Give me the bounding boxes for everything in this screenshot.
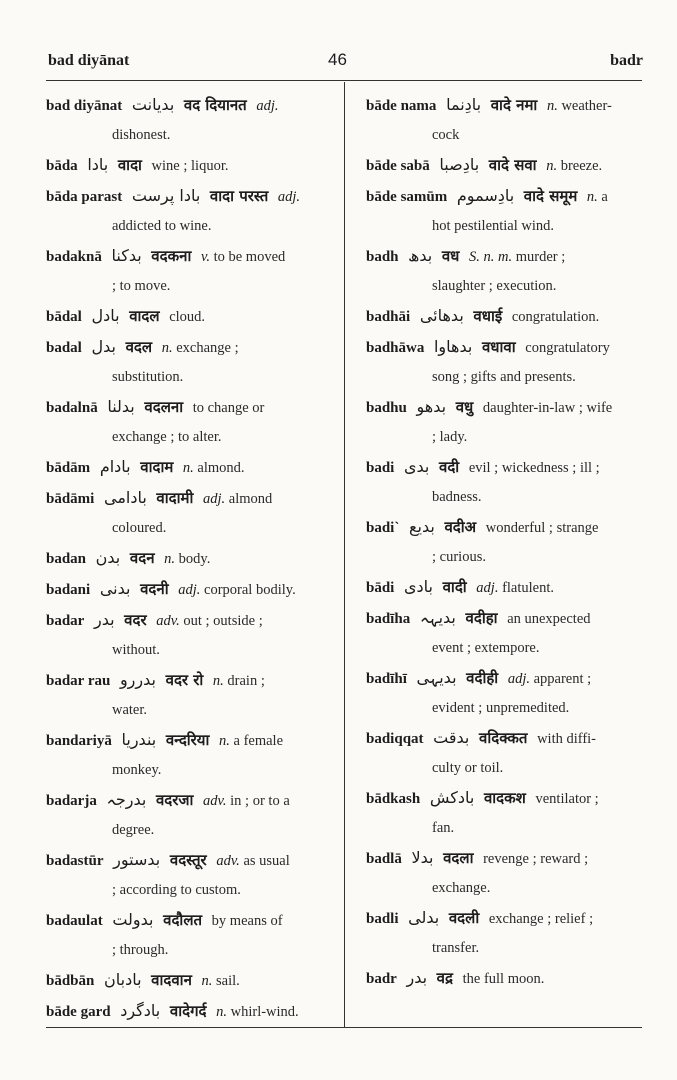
headword: badh: [366, 249, 399, 265]
headword: bāde gard: [46, 1004, 111, 1020]
urdu-script: بدھاوا: [433, 337, 473, 356]
entry-first-line: [46, 483, 338, 514]
dictionary-entry: [46, 605, 338, 665]
gloss-continuation: ; lady.: [432, 429, 468, 445]
devanagari-script: वद दियानत: [183, 96, 247, 114]
gloss: wonderful ; strange: [485, 520, 599, 536]
devanagari-script: वधावा: [481, 338, 516, 356]
urdu-script: بدنی: [99, 579, 131, 598]
urdu-script: بدیانت: [131, 95, 175, 114]
urdu-script: بادِنما: [446, 95, 482, 114]
headword: badlā: [366, 851, 402, 867]
urdu-script: بدرجہ: [106, 790, 147, 809]
part-of-speech: n.: [212, 673, 224, 689]
gloss: drain ;: [227, 673, 265, 689]
gloss-continuation: addicted to wine.: [112, 218, 212, 234]
entry-first-line: [46, 241, 338, 272]
gloss: apparent ;: [533, 671, 592, 687]
headword: badhāi: [366, 309, 411, 325]
urdu-script: بدیع: [408, 517, 435, 536]
headword: badīha: [366, 611, 411, 627]
gloss: a female: [233, 733, 284, 749]
dictionary-entry: [46, 665, 338, 725]
headword: badar: [46, 613, 85, 629]
gloss: in ; or to a: [230, 793, 290, 809]
right-column: [366, 90, 656, 994]
urdu-script: بدن: [95, 548, 121, 567]
gloss: exchange ;: [176, 340, 239, 356]
headword: badal: [46, 340, 82, 356]
headword: badan: [46, 551, 87, 567]
dictionary-entry: [366, 301, 656, 332]
devanagari-script: वदिक्कत: [479, 729, 528, 747]
entry-first-line: [46, 665, 338, 696]
urdu-script: بادبان: [104, 970, 142, 989]
headword: badastūr: [46, 853, 104, 869]
entry-first-line: [366, 301, 656, 332]
part-of-speech: adv.: [156, 613, 180, 629]
devanagari-script: वादकश: [483, 789, 526, 807]
gloss-continuation: transfer.: [432, 940, 480, 956]
devanagari-script: वदौलत: [163, 911, 203, 929]
entry-first-line: [46, 543, 338, 574]
part-of-speech: adj.: [256, 98, 279, 114]
urdu-script: بدی: [403, 457, 430, 476]
dictionary-entry: [366, 663, 656, 723]
gloss: cloud.: [169, 309, 206, 325]
headword: bāde nama: [366, 98, 437, 114]
dictionary-entry: [366, 241, 656, 301]
entry-first-line: [46, 90, 338, 121]
entry-first-line: [46, 845, 338, 876]
devanagari-script: वादाम: [140, 458, 174, 476]
part-of-speech: adv.: [203, 793, 227, 809]
dictionary-entry: [46, 90, 338, 150]
urdu-script: بدھ: [408, 246, 433, 265]
devanagari-script: वधु: [455, 398, 474, 416]
column-divider: [344, 82, 345, 1027]
dictionary-entry: [366, 512, 656, 572]
headword: badhāwa: [366, 340, 425, 356]
header-last-word: badr: [610, 52, 643, 69]
entry-first-line: [366, 512, 656, 543]
urdu-script: بدیہہ: [419, 608, 456, 627]
gloss: body.: [178, 551, 211, 567]
gloss-continuation: hot pestilential wind.: [432, 218, 555, 234]
headword: badiqqat: [366, 731, 424, 747]
part-of-speech: adj.: [476, 580, 499, 596]
devanagari-script: वद्र: [436, 969, 453, 987]
headword: badaulat: [46, 913, 103, 929]
gloss-continuation: without.: [112, 642, 160, 658]
part-of-speech: adj.: [277, 189, 301, 205]
gloss: congratulation.: [511, 309, 600, 325]
dictionary-entry: [46, 150, 338, 181]
dictionary-entry: [46, 785, 338, 845]
dictionary-entry: [366, 783, 656, 843]
gloss: by means of: [211, 913, 283, 929]
urdu-script: بادگرد: [120, 1001, 161, 1020]
headword: badīhī: [366, 671, 407, 687]
devanagari-script: वदकना: [151, 247, 192, 265]
devanagari-script: वदीहा: [465, 609, 498, 627]
gloss: to be moved: [213, 249, 286, 265]
devanagari-script: वादे समूम: [523, 187, 578, 205]
devanagari-script: वध: [441, 247, 460, 265]
top-rule: [46, 80, 642, 81]
entry-first-line: [46, 725, 338, 756]
entry-first-line: [46, 452, 338, 483]
dictionary-entry: [366, 150, 656, 181]
urdu-script: بدولت: [112, 910, 154, 929]
dictionary-entry: [46, 845, 338, 905]
gloss: out ; outside ;: [183, 613, 263, 629]
headword: badar rau: [46, 673, 111, 689]
gloss: sail.: [216, 973, 240, 989]
gloss-continuation: event ; extempore.: [432, 640, 540, 656]
gloss: weather-: [561, 98, 612, 114]
gloss-continuation: water.: [112, 702, 148, 718]
gloss-continuation: evident ; unpremedited.: [432, 700, 570, 716]
headword: bad diyānat: [46, 98, 123, 114]
part-of-speech: n.: [182, 460, 194, 476]
entry-first-line: [366, 150, 656, 181]
gloss-continuation: ; according to custom.: [112, 882, 241, 898]
gloss: wine ; liquor.: [151, 158, 229, 174]
entry-first-line: [366, 903, 656, 934]
gloss: with diffi-: [537, 731, 597, 747]
part-of-speech: v.: [200, 249, 210, 265]
gloss: the full moon.: [462, 971, 545, 987]
devanagari-script: वदल: [125, 338, 153, 356]
devanagari-script: वादा: [117, 156, 142, 174]
urdu-script: بدھائی: [419, 306, 464, 325]
gloss: revenge ; reward ;: [483, 851, 589, 867]
dictionary-entry: [46, 996, 338, 1027]
urdu-script: بدیہی: [416, 668, 457, 687]
entry-first-line: [366, 723, 656, 754]
headword: bandariyā: [46, 733, 112, 749]
gloss-continuation: culty or toil.: [432, 760, 504, 776]
urdu-script: بدلا: [411, 848, 434, 867]
entry-first-line: [366, 603, 656, 634]
devanagari-script: वादे सवा: [488, 156, 537, 174]
headword: bādi: [366, 580, 395, 596]
gloss: almond: [228, 491, 273, 507]
entry-first-line: [46, 905, 338, 936]
devanagari-script: वदरजा: [155, 791, 194, 809]
urdu-script: بادِصبا: [439, 155, 480, 174]
dictionary-entry: [366, 963, 656, 994]
gloss-continuation: exchange ; to alter.: [112, 429, 222, 445]
devanagari-script: वादे नमा: [490, 96, 538, 114]
gloss: evil ; wickedness ; ill ;: [468, 460, 600, 476]
devanagari-script: वादा परस्त: [209, 187, 269, 205]
entry-first-line: [46, 785, 338, 816]
dictionary-entry: [366, 903, 656, 963]
devanagari-script: वदर रो: [165, 671, 204, 689]
urdu-script: بادِسموم: [456, 186, 515, 205]
entry-first-line: [366, 572, 656, 603]
dictionary-entry: [366, 181, 656, 241]
gloss: breeze.: [560, 158, 603, 174]
part-of-speech: adv.: [216, 853, 240, 869]
gloss: flatulent.: [502, 580, 555, 596]
dictionary-entry: [366, 603, 656, 663]
gloss-continuation: degree.: [112, 822, 155, 838]
headword: bādbān: [46, 973, 95, 989]
devanagari-script: वदर: [124, 611, 147, 629]
dictionary-entry: [366, 572, 656, 603]
urdu-script: بادی: [403, 577, 433, 596]
devanagari-script: वदली: [448, 909, 480, 927]
dictionary-entry: [366, 843, 656, 903]
dictionary-entry: [46, 332, 338, 392]
headword: bāde samūm: [366, 189, 448, 205]
gloss-continuation: badness.: [432, 489, 482, 505]
urdu-script: بدررو: [119, 670, 156, 689]
part-of-speech: n.: [546, 158, 558, 174]
entry-first-line: [46, 301, 338, 332]
entry-first-line: [366, 181, 656, 212]
dictionary-entry: [366, 392, 656, 452]
dictionary-entry: [46, 452, 338, 483]
entry-first-line: [46, 332, 338, 363]
devanagari-script: वदी: [438, 458, 460, 476]
headword: bādāmi: [46, 491, 95, 507]
headword: bādal: [46, 309, 82, 325]
entry-first-line: [46, 150, 338, 181]
page-header: [0, 52, 677, 76]
headword: bādkash: [366, 791, 421, 807]
part-of-speech: adj.: [507, 671, 530, 687]
gloss-continuation: ; through.: [112, 942, 169, 958]
page-number: 46: [328, 50, 347, 69]
devanagari-script: वदस्तूर: [169, 851, 207, 869]
gloss: almond.: [197, 460, 245, 476]
part-of-speech: n.: [201, 973, 213, 989]
part-of-speech: n.: [546, 98, 558, 114]
part-of-speech: S. n. m.: [469, 249, 513, 265]
headword: bādām: [46, 460, 91, 476]
part-of-speech: adj.: [178, 582, 201, 598]
entry-first-line: [366, 392, 656, 423]
devanagari-script: वादी: [442, 578, 467, 596]
gloss: daughter-in-law ; wife: [482, 400, 613, 416]
headword: badaknā: [46, 249, 102, 265]
gloss: a: [601, 189, 608, 205]
devanagari-script: वदलना: [144, 398, 184, 416]
gloss: murder ;: [515, 249, 566, 265]
dictionary-entry: [46, 574, 338, 605]
gloss-continuation: ; curious.: [432, 549, 486, 565]
part-of-speech: adj.: [202, 491, 226, 507]
entry-first-line: [366, 963, 656, 994]
entry-first-line: [366, 332, 656, 363]
dictionary-entry: [366, 332, 656, 392]
header-first-word: bad diyānat: [48, 52, 130, 69]
dictionary-entry: [46, 543, 338, 574]
gloss-continuation: monkey.: [112, 762, 162, 778]
devanagari-script: वदन: [129, 549, 155, 567]
headword: bāda parast: [46, 189, 123, 205]
entry-first-line: [46, 605, 338, 636]
part-of-speech: n.: [216, 1004, 227, 1020]
urdu-script: بدر: [93, 610, 115, 629]
gloss: whirl-wind.: [230, 1004, 299, 1020]
urdu-script: بندریا: [121, 730, 157, 749]
dictionary-entry: [46, 965, 338, 996]
entry-first-line: [366, 783, 656, 814]
part-of-speech: n.: [164, 551, 176, 567]
devanagari-script: वादामी: [156, 489, 194, 507]
entry-first-line: [366, 452, 656, 483]
devanagari-script: वदला: [443, 849, 474, 867]
gloss-continuation: slaughter ; execution.: [432, 278, 557, 294]
entry-first-line: [366, 663, 656, 694]
headword: bāda: [46, 158, 78, 174]
urdu-script: بدکنا: [111, 246, 142, 265]
part-of-speech: n.: [586, 189, 598, 205]
gloss-continuation: song ; gifts and presents.: [432, 369, 576, 385]
entry-first-line: [46, 965, 338, 996]
urdu-script: بادام: [99, 457, 131, 476]
entry-first-line: [46, 996, 338, 1027]
urdu-script: بدھو: [416, 397, 447, 416]
dictionary-entry: [366, 90, 656, 150]
dictionary-entry: [46, 181, 338, 241]
dictionary-entry: [366, 723, 656, 783]
devanagari-script: वदनी: [140, 580, 169, 598]
urdu-script: بادا: [87, 155, 109, 174]
entry-first-line: [46, 392, 338, 423]
part-of-speech: n.: [161, 340, 173, 356]
devanagari-script: वादल: [129, 307, 160, 325]
headword: badhu: [366, 400, 407, 416]
urdu-script: بادل: [91, 306, 120, 325]
entry-first-line: [366, 241, 656, 272]
left-column: [46, 90, 338, 1027]
dictionary-entry: [46, 725, 338, 785]
gloss-continuation: cock: [432, 127, 460, 143]
gloss: an unexpected: [507, 611, 591, 627]
dictionary-entry: [366, 452, 656, 512]
headword: badi: [366, 460, 395, 476]
urdu-script: بدقت: [433, 728, 470, 747]
headword: badani: [46, 582, 91, 598]
gloss: congratulatory: [525, 340, 610, 356]
headword: badalnā: [46, 400, 98, 416]
headword: badarja: [46, 793, 97, 809]
urdu-script: بدل: [91, 337, 116, 356]
dictionary-entry: [46, 905, 338, 965]
devanagari-script: वन्दरिया: [165, 731, 210, 749]
dictionary-entry: [46, 392, 338, 452]
urdu-script: بادامی: [103, 488, 147, 507]
gloss: corporal bodily.: [204, 582, 296, 598]
dictionary-entry: [46, 241, 338, 301]
headword: bāde sabā: [366, 158, 430, 174]
headword: badr: [366, 971, 397, 987]
urdu-script: بدر: [406, 968, 428, 987]
gloss: as usual: [243, 853, 290, 869]
entry-first-line: [366, 90, 656, 121]
part-of-speech: n.: [219, 733, 230, 749]
devanagari-script: वदीअ: [444, 518, 477, 536]
headword: badli: [366, 911, 399, 927]
gloss-continuation: substitution.: [112, 369, 184, 385]
entry-first-line: [46, 574, 338, 605]
urdu-script: بدستور: [113, 850, 161, 869]
gloss-continuation: exchange.: [432, 880, 491, 896]
headword: badi`: [366, 520, 400, 536]
gloss: to change or: [192, 400, 265, 416]
urdu-script: بادکش: [429, 788, 475, 807]
bottom-rule: [46, 1027, 642, 1028]
gloss-continuation: coloured.: [112, 520, 167, 536]
devanagari-script: वादेगर्द: [169, 1002, 207, 1020]
gloss: exchange ; relief ;: [488, 911, 594, 927]
dictionary-entry: [46, 301, 338, 332]
devanagari-script: वादवान: [151, 971, 192, 989]
gloss-continuation: fan.: [432, 820, 455, 836]
gloss: ventilator ;: [535, 791, 599, 807]
entry-first-line: [46, 181, 338, 212]
entry-first-line: [366, 843, 656, 874]
gloss-continuation: dishonest.: [112, 127, 171, 143]
urdu-script: بدلی: [408, 908, 440, 927]
urdu-script: بادا پرست: [131, 186, 201, 205]
dictionary-entry: [46, 483, 338, 543]
urdu-script: بدلنا: [107, 397, 135, 416]
devanagari-script: वदीही: [466, 669, 499, 687]
gloss-continuation: ; to move.: [112, 278, 171, 294]
devanagari-script: वधाई: [473, 307, 503, 325]
